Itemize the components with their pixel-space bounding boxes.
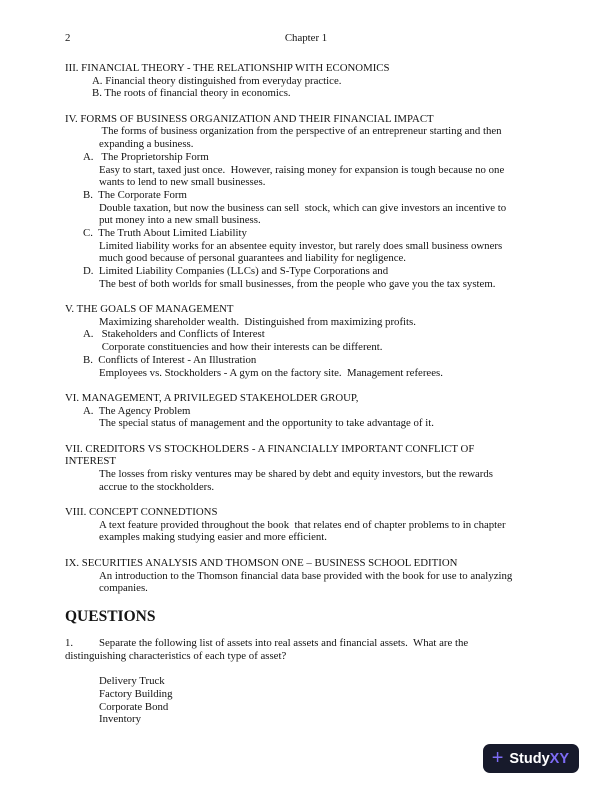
chapter-title: Chapter 1 xyxy=(284,32,328,44)
doc-line-body: Maximizing shareholder wealth. Distinguished from maximizing profits. xyxy=(99,315,416,328)
doc-line-sec: VII. CREDITORS VS STOCKHOLDERS - A FINANCIALLY IMPORTANT CONFLICT OF xyxy=(65,442,475,455)
doc-line-sec: INTEREST xyxy=(65,455,116,468)
doc-line-q xyxy=(0,637,612,650)
question-number: 1. xyxy=(65,637,74,650)
blank-line xyxy=(0,100,612,113)
doc-line-sub: A. The Agency Problem xyxy=(83,404,191,417)
doc-line-body: wants to lend to new small businesses. xyxy=(99,176,266,189)
doc-line-body: The special status of management and the opportunity to take advantage of it. xyxy=(99,417,434,430)
doc-line-body: examples making studying easier and more efficient. xyxy=(99,531,327,544)
doc-line-body: Delivery Truck xyxy=(99,675,165,688)
doc-line-body: Inventory xyxy=(99,713,141,726)
document-lines xyxy=(0,62,612,726)
doc-line-questions: QUESTIONS xyxy=(65,607,156,625)
doc-line-sec: VI. MANAGEMENT, A PRIVILEGED STAKEHOLDER GROUP, xyxy=(65,391,359,404)
blank-line xyxy=(0,663,612,676)
doc-line-subA: A. Financial theory distinguished from everyday practice. xyxy=(92,74,342,87)
blank-line xyxy=(0,290,612,303)
doc-line-sec: III. FINANCIAL THEORY - THE RELATIONSHIP WITH ECONOMICS xyxy=(65,62,390,74)
doc-line-body: Employees vs. Stockholders - A gym on the factory site. Management referees. xyxy=(99,366,443,379)
doc-line-sub: B. Conflicts of Interest - An Illustration xyxy=(83,353,257,366)
doc-line-subA: B. The roots of financial theory in economics. xyxy=(92,87,291,100)
logo-text-xy: XY xyxy=(549,750,569,767)
doc-line-body: expanding a business. xyxy=(99,138,194,151)
page-number: 2 xyxy=(65,32,71,44)
doc-line-sub: C. The Truth About Limited Liability xyxy=(83,226,247,239)
doc-line-body: companies. xyxy=(99,582,148,595)
blank-line xyxy=(0,595,612,608)
doc-line-sub: A. The Proprietorship Form xyxy=(83,150,209,163)
logo-text-study: Study xyxy=(509,750,550,767)
doc-line-body: A text feature provided throughout the book that relates end of chapter problems to in chapter xyxy=(99,518,506,531)
doc-line-body: put money into a new small business. xyxy=(99,214,261,227)
doc-line-body: Double taxation, but now the business can sell stock, which can give investors an incentive to xyxy=(99,201,507,214)
doc-line-body: Easy to start, taxed just once. However, raising money for expansion is tough because no one xyxy=(99,163,505,176)
doc-line-body: Factory Building xyxy=(99,688,173,700)
doc-line-body: The losses from risky ventures may be shared by debt and equity investors, but the rewards xyxy=(99,468,493,480)
doc-line-left: distinguishing characteristics of each type of asset? xyxy=(65,649,287,662)
doc-line-sec: IX. SECURITIES ANALYSIS AND THOMSON ONE – BUSINESS SCHOOL EDITION xyxy=(65,556,458,569)
blank-line xyxy=(0,379,612,392)
doc-line-sec: VIII. CONCEPT CONNEDTIONS xyxy=(65,506,218,519)
doc-line-body: accrue to the stockholders. xyxy=(99,480,215,493)
question-text: Separate the following list of assets into real assets and financial assets. What are the xyxy=(99,637,469,650)
doc-line-sec: V. THE GOALS OF MANAGEMENT xyxy=(65,303,234,316)
doc-line-sec: IV. FORMS OF BUSINESS ORGANIZATION AND THEIR FINANCIAL IMPACT xyxy=(65,112,434,125)
doc-line-body: much good because of personal guarantees and liability for negligence. xyxy=(99,252,406,265)
blank-line xyxy=(0,625,612,638)
doc-line-body: The best of both worlds for small businesses, from the people who gave you the tax system. xyxy=(99,277,496,290)
doc-line-sub: B. The Corporate Form xyxy=(83,188,187,201)
doc-line-body: An introduction to the Thomson financial data base provided with the book for use to analyzing xyxy=(99,569,513,582)
doc-line-body: Corporate Bond xyxy=(99,700,169,713)
doc-line-body: Corporate constituencies and how their interests can be different. xyxy=(99,341,383,354)
doc-line-body: Limited liability works for an absentee equity investor, but rarely does small business owners xyxy=(99,239,503,252)
doc-line-body: The forms of business organization from the perspective of an entrepreneur starting and then xyxy=(99,125,502,138)
blank-line xyxy=(0,544,612,557)
page-header xyxy=(0,32,612,45)
plus-icon: + xyxy=(491,746,504,769)
doc-line-sub: A. Stakeholders and Conflicts of Interest xyxy=(83,328,265,341)
studyxy-logo xyxy=(483,744,579,773)
blank-line xyxy=(0,493,612,506)
blank-line xyxy=(0,430,612,443)
doc-line-sub: D. Limited Liability Companies (LLCs) and S-Type Corporations and xyxy=(83,265,389,277)
